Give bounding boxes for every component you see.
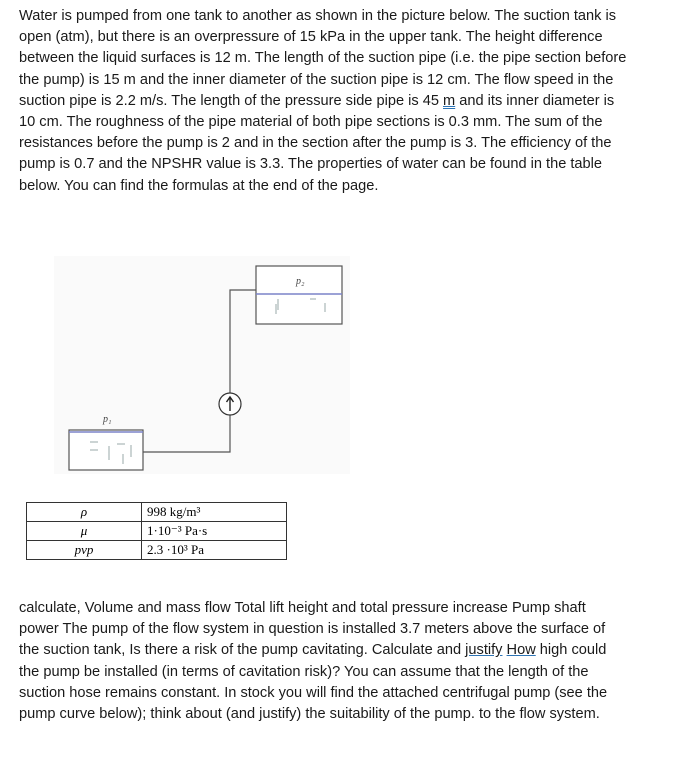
task-list	[19, 598, 629, 725]
pump-system-diagram	[40, 250, 360, 480]
property-symbol: pvp	[27, 541, 142, 560]
water-properties-table	[26, 502, 287, 560]
intro-text-b: and its inner diameter is 10 cm. The roughness of the pipe material of both pipe sections is 0.3 mm. The sum of the resistances before the pump is 2 and in the section after the pump is 3. The efficiency of the pump is 0.7 and the NPSHR value is 3.3. The properties of water can be found in the table below. You can find the formulas at the end of the page.	[19, 92, 615, 194]
task-word-justify: justify	[465, 642, 503, 659]
lower-tank	[69, 430, 143, 470]
intro-text-a: Water is pumped from one tank to another as shown in the picture below. The suction tank is open (atm), but there is an overpressure of 15 kPa in the upper tank. The height difference between the liquid surfaces is 12 m. The length of the suction pipe (i.e. the pipe section before the pump) is 15 m and the inner diameter of the suction pipe is 12 cm. The flow speed in the suction pipe is 2.2 m/s. The length of the pressure side pipe is 45	[19, 8, 627, 109]
task-text-a: calculate, Volume and mass flow Total lift height and total pressure increase Pump shaft power The pump of the flow system in question is installed 3.7 meters above the surface of the suction tank, Is there a risk of the pump cavitating. Calculate and	[19, 600, 606, 659]
property-value: 2.3 ·10³ Pa	[142, 541, 287, 560]
property-value: 998 kg/m³	[142, 503, 287, 522]
property-value: 1·10⁻³ Pa·s	[142, 522, 287, 541]
intro-unit-m: m	[443, 92, 456, 109]
task-text-b: high could the pump be installed (in terms of cavitation risk)? You can assume that the length of the suction hose remains constant. In stock you will find the attached centrifugal pump (see the pump curve below); think about (and justify) the suitability of the pump. to the flow system.	[19, 642, 608, 723]
table-row	[27, 503, 287, 522]
table-row	[27, 522, 287, 541]
upper-tank-pressure-label: p₂	[296, 276, 305, 287]
lower-tank-pressure-label: p₁	[103, 414, 112, 425]
property-symbol: ρ	[27, 503, 142, 522]
problem-statement	[19, 6, 629, 197]
table-row	[27, 541, 287, 560]
upper-tank	[256, 266, 342, 324]
property-symbol: μ	[27, 522, 142, 541]
task-word-how: How	[506, 642, 536, 659]
